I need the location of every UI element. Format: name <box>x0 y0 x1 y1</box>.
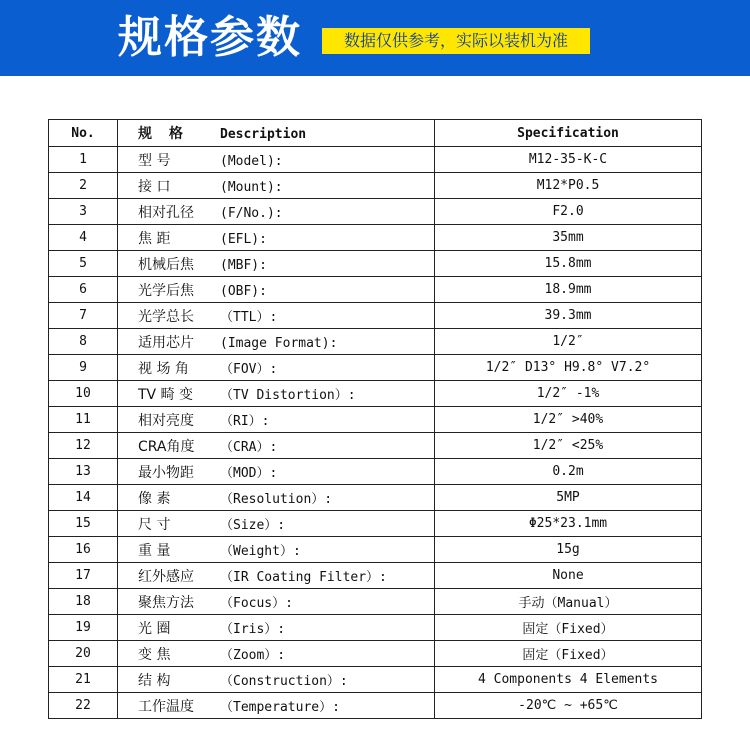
spec-table-body <box>49 147 702 719</box>
param-name-en: （IR Coating Filter）: <box>220 569 387 585</box>
header-param-en: Description <box>220 127 307 142</box>
table-row <box>49 199 702 225</box>
table-row <box>49 147 702 173</box>
row-specification: 15.8mm <box>435 251 702 277</box>
param-name-cn: 最小物距 <box>138 464 194 481</box>
row-parameter <box>118 485 435 511</box>
table-row <box>49 251 702 277</box>
row-parameter <box>118 329 435 355</box>
row-specification: 39.3mm <box>435 303 702 329</box>
row-number: 17 <box>49 563 118 589</box>
param-name-cn: 结 构 <box>138 672 171 689</box>
row-parameter <box>118 381 435 407</box>
param-name-en: (MBF): <box>220 257 267 273</box>
param-name-cn: 像 素 <box>138 490 171 507</box>
param-name-en: （Size）: <box>220 517 286 533</box>
param-name-en: （Iris）: <box>220 621 286 637</box>
row-parameter <box>118 251 435 277</box>
param-name-en: （RI）: <box>220 413 270 429</box>
row-specification: 18.9mm <box>435 277 702 303</box>
param-name-cn: 视 场 角 <box>138 360 189 377</box>
row-specification: M12-35-K-C <box>435 147 702 173</box>
param-name-cn: 光 圈 <box>138 620 171 637</box>
param-name-en: （Focus）: <box>220 595 293 611</box>
row-specification: 1/2″ <box>435 329 702 355</box>
row-number: 19 <box>49 615 118 641</box>
row-parameter <box>118 277 435 303</box>
row-parameter <box>118 433 435 459</box>
table-row <box>49 407 702 433</box>
row-number: 3 <box>49 199 118 225</box>
table-header-row <box>49 120 702 147</box>
row-specification: 固定（Fixed） <box>435 641 702 667</box>
table-row <box>49 537 702 563</box>
row-parameter <box>118 199 435 225</box>
row-specification: 15g <box>435 537 702 563</box>
row-number: 8 <box>49 329 118 355</box>
table-row <box>49 693 702 719</box>
row-parameter <box>118 407 435 433</box>
row-specification: Φ25*23.1mm <box>435 511 702 537</box>
param-name-en: (OBF): <box>220 283 267 299</box>
row-number: 21 <box>49 667 118 693</box>
table-row <box>49 667 702 693</box>
table-row <box>49 303 702 329</box>
param-name-cn: 工作温度 <box>138 698 194 715</box>
row-number: 5 <box>49 251 118 277</box>
table-row <box>49 381 702 407</box>
param-name-en: (F/No.): <box>220 205 283 221</box>
row-number: 2 <box>49 173 118 199</box>
row-parameter <box>118 303 435 329</box>
row-specification: 0.2m <box>435 459 702 485</box>
param-name-en: (EFL): <box>220 231 267 247</box>
param-name-en: （FOV）: <box>220 361 278 377</box>
header-specification: Specification <box>435 120 702 147</box>
row-number: 10 <box>49 381 118 407</box>
table-row <box>49 615 702 641</box>
row-number: 7 <box>49 303 118 329</box>
row-number: 18 <box>49 589 118 615</box>
param-name-en: (Model): <box>220 153 283 169</box>
row-parameter <box>118 459 435 485</box>
table-row <box>49 277 702 303</box>
row-specification: -20℃ ~ +65℃ <box>435 693 702 719</box>
param-name-en: （Zoom）: <box>220 647 286 663</box>
param-name-en: (Image Format): <box>220 335 338 351</box>
param-name-cn: 光学总长 <box>138 308 194 325</box>
param-name-cn: TV 畸 变 <box>138 386 194 403</box>
row-specification: 5MP <box>435 485 702 511</box>
param-name-cn: 光学后焦 <box>138 282 194 299</box>
row-parameter <box>118 563 435 589</box>
row-number: 16 <box>49 537 118 563</box>
row-number: 4 <box>49 225 118 251</box>
row-specification: 1/2″ D13° H9.8° V7.2° <box>435 355 702 381</box>
param-name-en: （MOD）: <box>220 465 278 481</box>
row-specification: 4 Components 4 Elements <box>435 667 702 693</box>
row-specification: 固定（Fixed） <box>435 615 702 641</box>
table-row <box>49 485 702 511</box>
param-name-cn: 适用芯片 <box>138 334 194 351</box>
table-row <box>49 225 702 251</box>
row-parameter <box>118 589 435 615</box>
row-parameter <box>118 537 435 563</box>
row-specification: 手动（Manual） <box>435 589 702 615</box>
row-number: 9 <box>49 355 118 381</box>
row-number: 13 <box>49 459 118 485</box>
param-name-cn: 机械后焦 <box>138 256 194 273</box>
param-name-cn: 聚焦方法 <box>138 594 194 611</box>
row-specification: 1/2″ >40% <box>435 407 702 433</box>
table-row <box>49 433 702 459</box>
param-name-cn: 相对亮度 <box>138 412 194 429</box>
param-name-cn: 重 量 <box>138 542 171 559</box>
row-parameter <box>118 667 435 693</box>
row-number: 14 <box>49 485 118 511</box>
header-description <box>118 120 435 147</box>
row-number: 22 <box>49 693 118 719</box>
row-parameter <box>118 615 435 641</box>
param-name-en: （Temperature）: <box>220 699 340 715</box>
row-number: 6 <box>49 277 118 303</box>
param-name-en: （Weight）: <box>220 543 301 559</box>
table-row <box>49 355 702 381</box>
page-title: 规格参数 <box>118 12 302 63</box>
row-specification: M12*P0.5 <box>435 173 702 199</box>
table-row <box>49 329 702 355</box>
row-specification: 1/2″ -1% <box>435 381 702 407</box>
param-name-en: （TTL）: <box>220 309 278 325</box>
param-name-cn: 变 焦 <box>138 646 171 663</box>
table-row <box>49 563 702 589</box>
table-row <box>49 641 702 667</box>
table-row <box>49 511 702 537</box>
row-parameter <box>118 147 435 173</box>
param-name-cn: CRA角度 <box>138 438 195 455</box>
header-banner <box>0 0 750 76</box>
row-specification: 1/2″ <25% <box>435 433 702 459</box>
row-number: 11 <box>49 407 118 433</box>
row-parameter <box>118 355 435 381</box>
row-number: 15 <box>49 511 118 537</box>
param-name-cn: 接 口 <box>138 178 171 195</box>
row-parameter <box>118 225 435 251</box>
param-name-en: （TV Distortion）: <box>220 387 356 403</box>
param-name-en: （CRA）: <box>220 439 278 455</box>
param-name-en: （Construction）: <box>220 673 348 689</box>
row-parameter <box>118 693 435 719</box>
row-number: 20 <box>49 641 118 667</box>
row-specification: F2.0 <box>435 199 702 225</box>
table-row <box>49 589 702 615</box>
table-row <box>49 459 702 485</box>
row-number: 1 <box>49 147 118 173</box>
param-name-en: （Resolution）: <box>220 491 333 507</box>
row-parameter <box>118 173 435 199</box>
param-name-cn: 型 号 <box>138 152 171 169</box>
row-number: 12 <box>49 433 118 459</box>
param-name-cn: 尺 寸 <box>138 516 171 533</box>
param-name-cn: 红外感应 <box>138 568 194 585</box>
spec-table <box>48 119 702 719</box>
disclaimer-note: 数据仅供参考，实际以装机为准 <box>322 28 590 54</box>
header-no: No. <box>49 120 118 147</box>
param-name-en: (Mount): <box>220 179 283 195</box>
row-specification: None <box>435 563 702 589</box>
row-specification: 35mm <box>435 225 702 251</box>
param-name-cn: 相对孔径 <box>138 204 194 221</box>
param-name-cn: 焦 距 <box>138 230 171 247</box>
header-param-cn: 规 格 <box>138 126 189 142</box>
row-parameter <box>118 511 435 537</box>
table-row <box>49 173 702 199</box>
row-parameter <box>118 641 435 667</box>
